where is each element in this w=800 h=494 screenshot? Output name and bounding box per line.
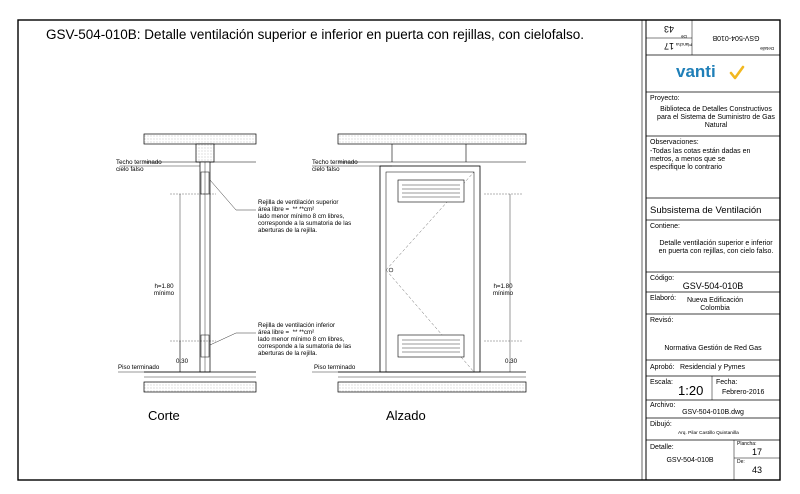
corte-dim-030: 0.30	[176, 358, 189, 365]
corte-ceiling-slab	[144, 134, 256, 144]
tb-contiene-label: Contiene:	[650, 223, 680, 230]
tb-detalle-value: GSV-504-010B	[666, 457, 714, 464]
tb-elaboro-label: Elaboró:	[650, 295, 677, 302]
corte-floor-slab	[144, 382, 256, 392]
tb-detalle-label: Detalle:	[650, 444, 674, 451]
corte-ceiling-drop	[196, 144, 214, 162]
tb-aprobo-label: Aprobó:	[650, 364, 675, 371]
tb-top-plancha-inverted: 17	[664, 41, 675, 51]
tb-top-plancha-label: Plancha	[676, 42, 693, 47]
corte-view-title: Corte	[148, 408, 180, 423]
tb-plancha-value: 17	[751, 447, 762, 457]
alzado-grille-upper	[398, 180, 464, 202]
corte-height-dimension: h=1.80 mínimo	[153, 283, 175, 297]
checkmark-icon	[729, 65, 745, 81]
tb-contiene-value: Detalle ventilación superior e inferior en puerta con rejillas, con cielo falso.	[658, 240, 774, 255]
alzado-piso-label: Piso terminado	[314, 364, 356, 371]
tb-dibujo-value: Arq. Pilar Castillo Quintanilla	[678, 431, 739, 436]
tb-de-label: De:	[737, 459, 745, 465]
tb-reviso-label: Revisó:	[650, 317, 674, 324]
tb-codigo-label: Código:	[650, 275, 675, 282]
alzado-floor-slab	[338, 382, 526, 392]
logo-wordmark: vanti	[676, 62, 716, 81]
tb-subsistema: Subsistema de Ventilación	[650, 205, 762, 216]
tb-top-detalle-label: Detalle	[760, 46, 775, 51]
tb-archivo-value: GSV-504-010B.dwg	[682, 409, 744, 416]
tb-proyecto-label: Proyecto:	[650, 95, 680, 102]
tb-reviso-value: Normativa Gestión de Red Gas	[664, 345, 762, 352]
corte-rejilla-inferior-label: Rejilla de ventilación inferior área libre = ** **cm² lado menor mínimo 8 cm libres, corresponde a la sumatoria de las aberturas de la rejilla.	[258, 322, 352, 357]
tb-codigo-value: GSV-504-010B	[682, 281, 744, 291]
alzado-height-dimension: h=1.80 mínimo	[492, 283, 514, 297]
alzado-view-title: Alzado	[386, 408, 426, 423]
tb-observaciones-label: Observaciones:	[650, 139, 699, 146]
tb-plancha-label: Plancha:	[737, 441, 757, 447]
corte-techo-label: Techo terminado cielo falso	[116, 159, 162, 173]
sheet-title: GSV-504-010B: Detalle ventilación superior e inferior en puerta con rejillas, con cielofalso.	[46, 27, 585, 42]
tb-archivo-label: Archivo:	[650, 402, 676, 409]
tb-top-de-label: De	[681, 34, 687, 39]
tb-fecha-value: Febrero-2016	[722, 389, 765, 396]
alzado-dim-030: 0.30	[505, 358, 518, 365]
tb-escala-label: Escala:	[650, 379, 673, 386]
vanti-logo	[676, 62, 756, 86]
tb-top-code-inverted: GSV-504-010B	[712, 34, 760, 41]
tb-observaciones-value: -Todas las cotas están dadas en metros, a menos que se especifique lo contrario	[650, 148, 751, 171]
corte-rejilla-superior-label: Rejilla de ventilación superior área libre = ** **cm² lado menor mínimo 8 cm libres, corresponde a la sumatoria de las aberturas de la rejilla.	[258, 199, 352, 234]
alzado-ceiling-slab	[338, 134, 526, 144]
tb-escala-value: 1:20	[678, 383, 704, 398]
alzado-techo-label: Techo terminado cielo falso	[312, 159, 358, 173]
tb-proyecto-value: Biblioteca de Detalles Constructivos para el Sistema de Suministro de Gas Natural	[657, 106, 775, 129]
alzado-grille-lower	[398, 335, 464, 357]
tb-dibujo-label: Dibujó:	[650, 421, 672, 428]
tb-fecha-label: Fecha:	[716, 379, 738, 386]
tb-elaboro-value: Nueva Edificación Colombia	[686, 297, 744, 312]
tb-aprobo-value: Residencial y Pymes	[680, 364, 745, 371]
tb-top-de-inverted: 43	[664, 24, 675, 34]
tb-de-value: 43	[751, 465, 762, 475]
corte-piso-label: Piso terminado	[118, 364, 160, 371]
